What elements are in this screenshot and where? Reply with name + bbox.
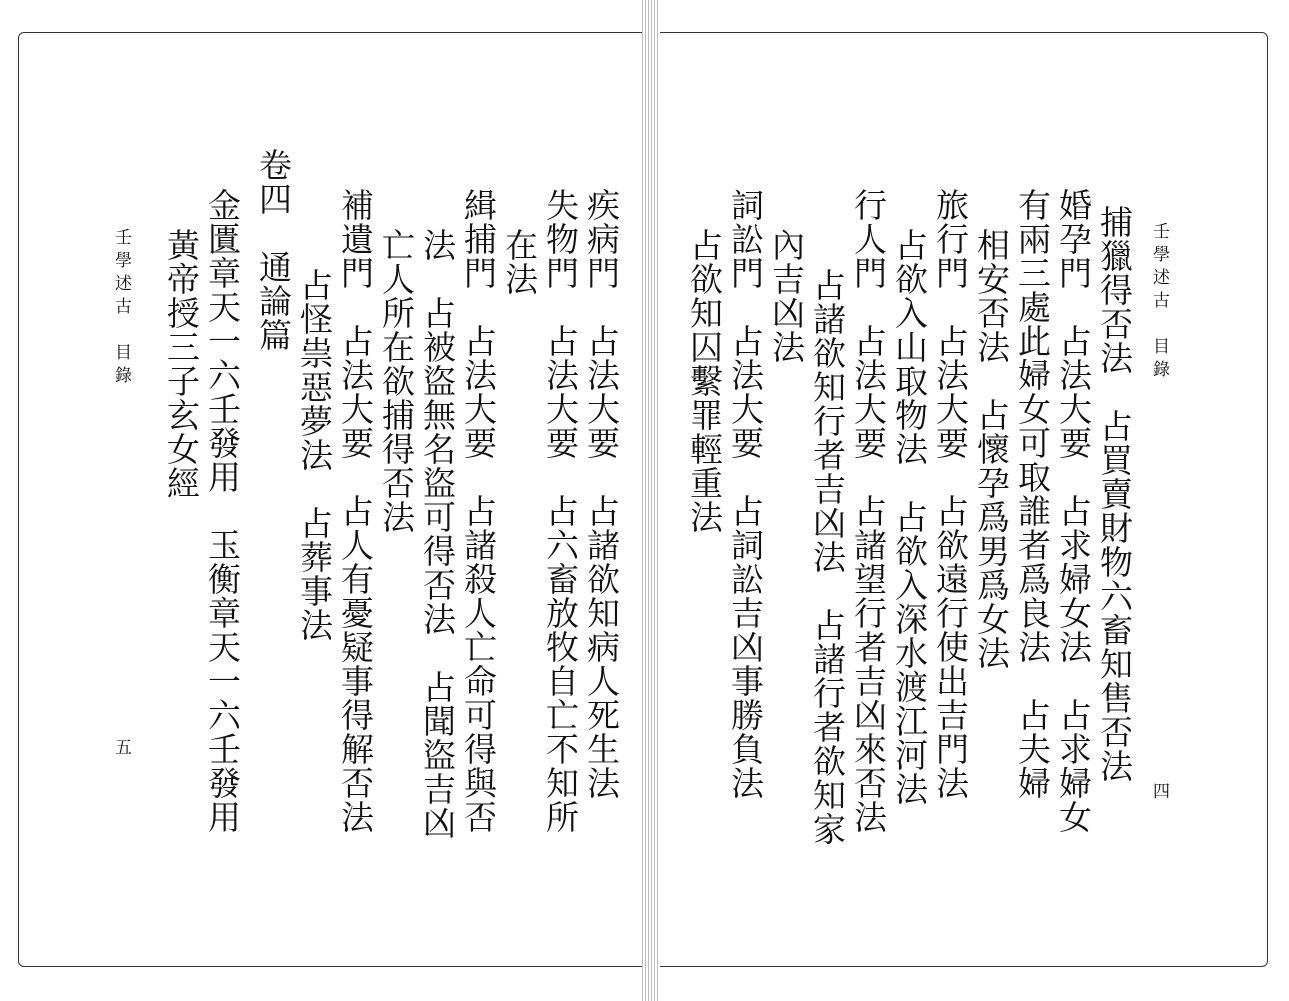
- toc-line: 占怪祟惡夢法 占葬事法: [295, 268, 334, 642]
- toc-line: 緝捕門 占法大要 占諸殺人亡命可得與否: [459, 188, 498, 834]
- toc-line: 占欲入山取物法 占欲入深水渡江河法: [890, 228, 929, 806]
- toc-line: 失物門 占法大要 占六畜放牧自亡不知所: [541, 188, 580, 834]
- toc-line: 行人門 占法大要 占諸望行者吉凶來否法: [849, 188, 888, 834]
- toc-line: 亡人所在欲捕得否法: [377, 228, 416, 534]
- toc-line: 相安否法 占懷孕爲男爲女法: [972, 228, 1011, 670]
- toc-line: 旅行門 占法大要 占欲遠行使出吉門法: [931, 188, 970, 800]
- toc-line: 占諸欲知行者吉凶法 占諸行者欲知家: [808, 268, 847, 846]
- book-spine: [642, 0, 660, 1001]
- left-page-header: 壬學述古 目錄: [111, 228, 131, 389]
- right-page-header: 壬學述古 目錄: [1149, 222, 1169, 383]
- toc-line: 黃帝授三子玄女經: [162, 228, 201, 500]
- right-page-number: 四: [1149, 782, 1169, 800]
- toc-line: 詞訟門 占法大要 占詞訟吉凶事勝負法: [726, 188, 765, 800]
- toc-line: 捕獵得否法 占買賣財物六畜知售否法: [1095, 205, 1134, 783]
- toc-line: 占欲知囚繫罪輕重法: [685, 228, 724, 534]
- left-page-number: 五: [111, 738, 131, 756]
- toc-line: 疾病門 占法大要 占諸欲知病人死生法: [582, 188, 621, 800]
- toc-line: 婚孕門 占法大要 占求婦女法 占求婦女: [1054, 188, 1093, 834]
- toc-line: 內吉凶法: [767, 228, 806, 364]
- toc-line: 卷四 通論篇: [254, 148, 293, 352]
- toc-line: 金匱章天一六壬發用 玉衡章天一六壬發用: [203, 188, 242, 834]
- toc-line: 法 占被盜無名盜可得否法 占聞盜吉凶: [418, 228, 457, 840]
- toc-line: 在法: [500, 228, 539, 296]
- toc-line: 補遺門 占法大要 占人有憂疑事得解否法: [336, 188, 375, 834]
- toc-line: 有兩三處此婦女可取誰者爲良法 占夫婦: [1013, 188, 1052, 800]
